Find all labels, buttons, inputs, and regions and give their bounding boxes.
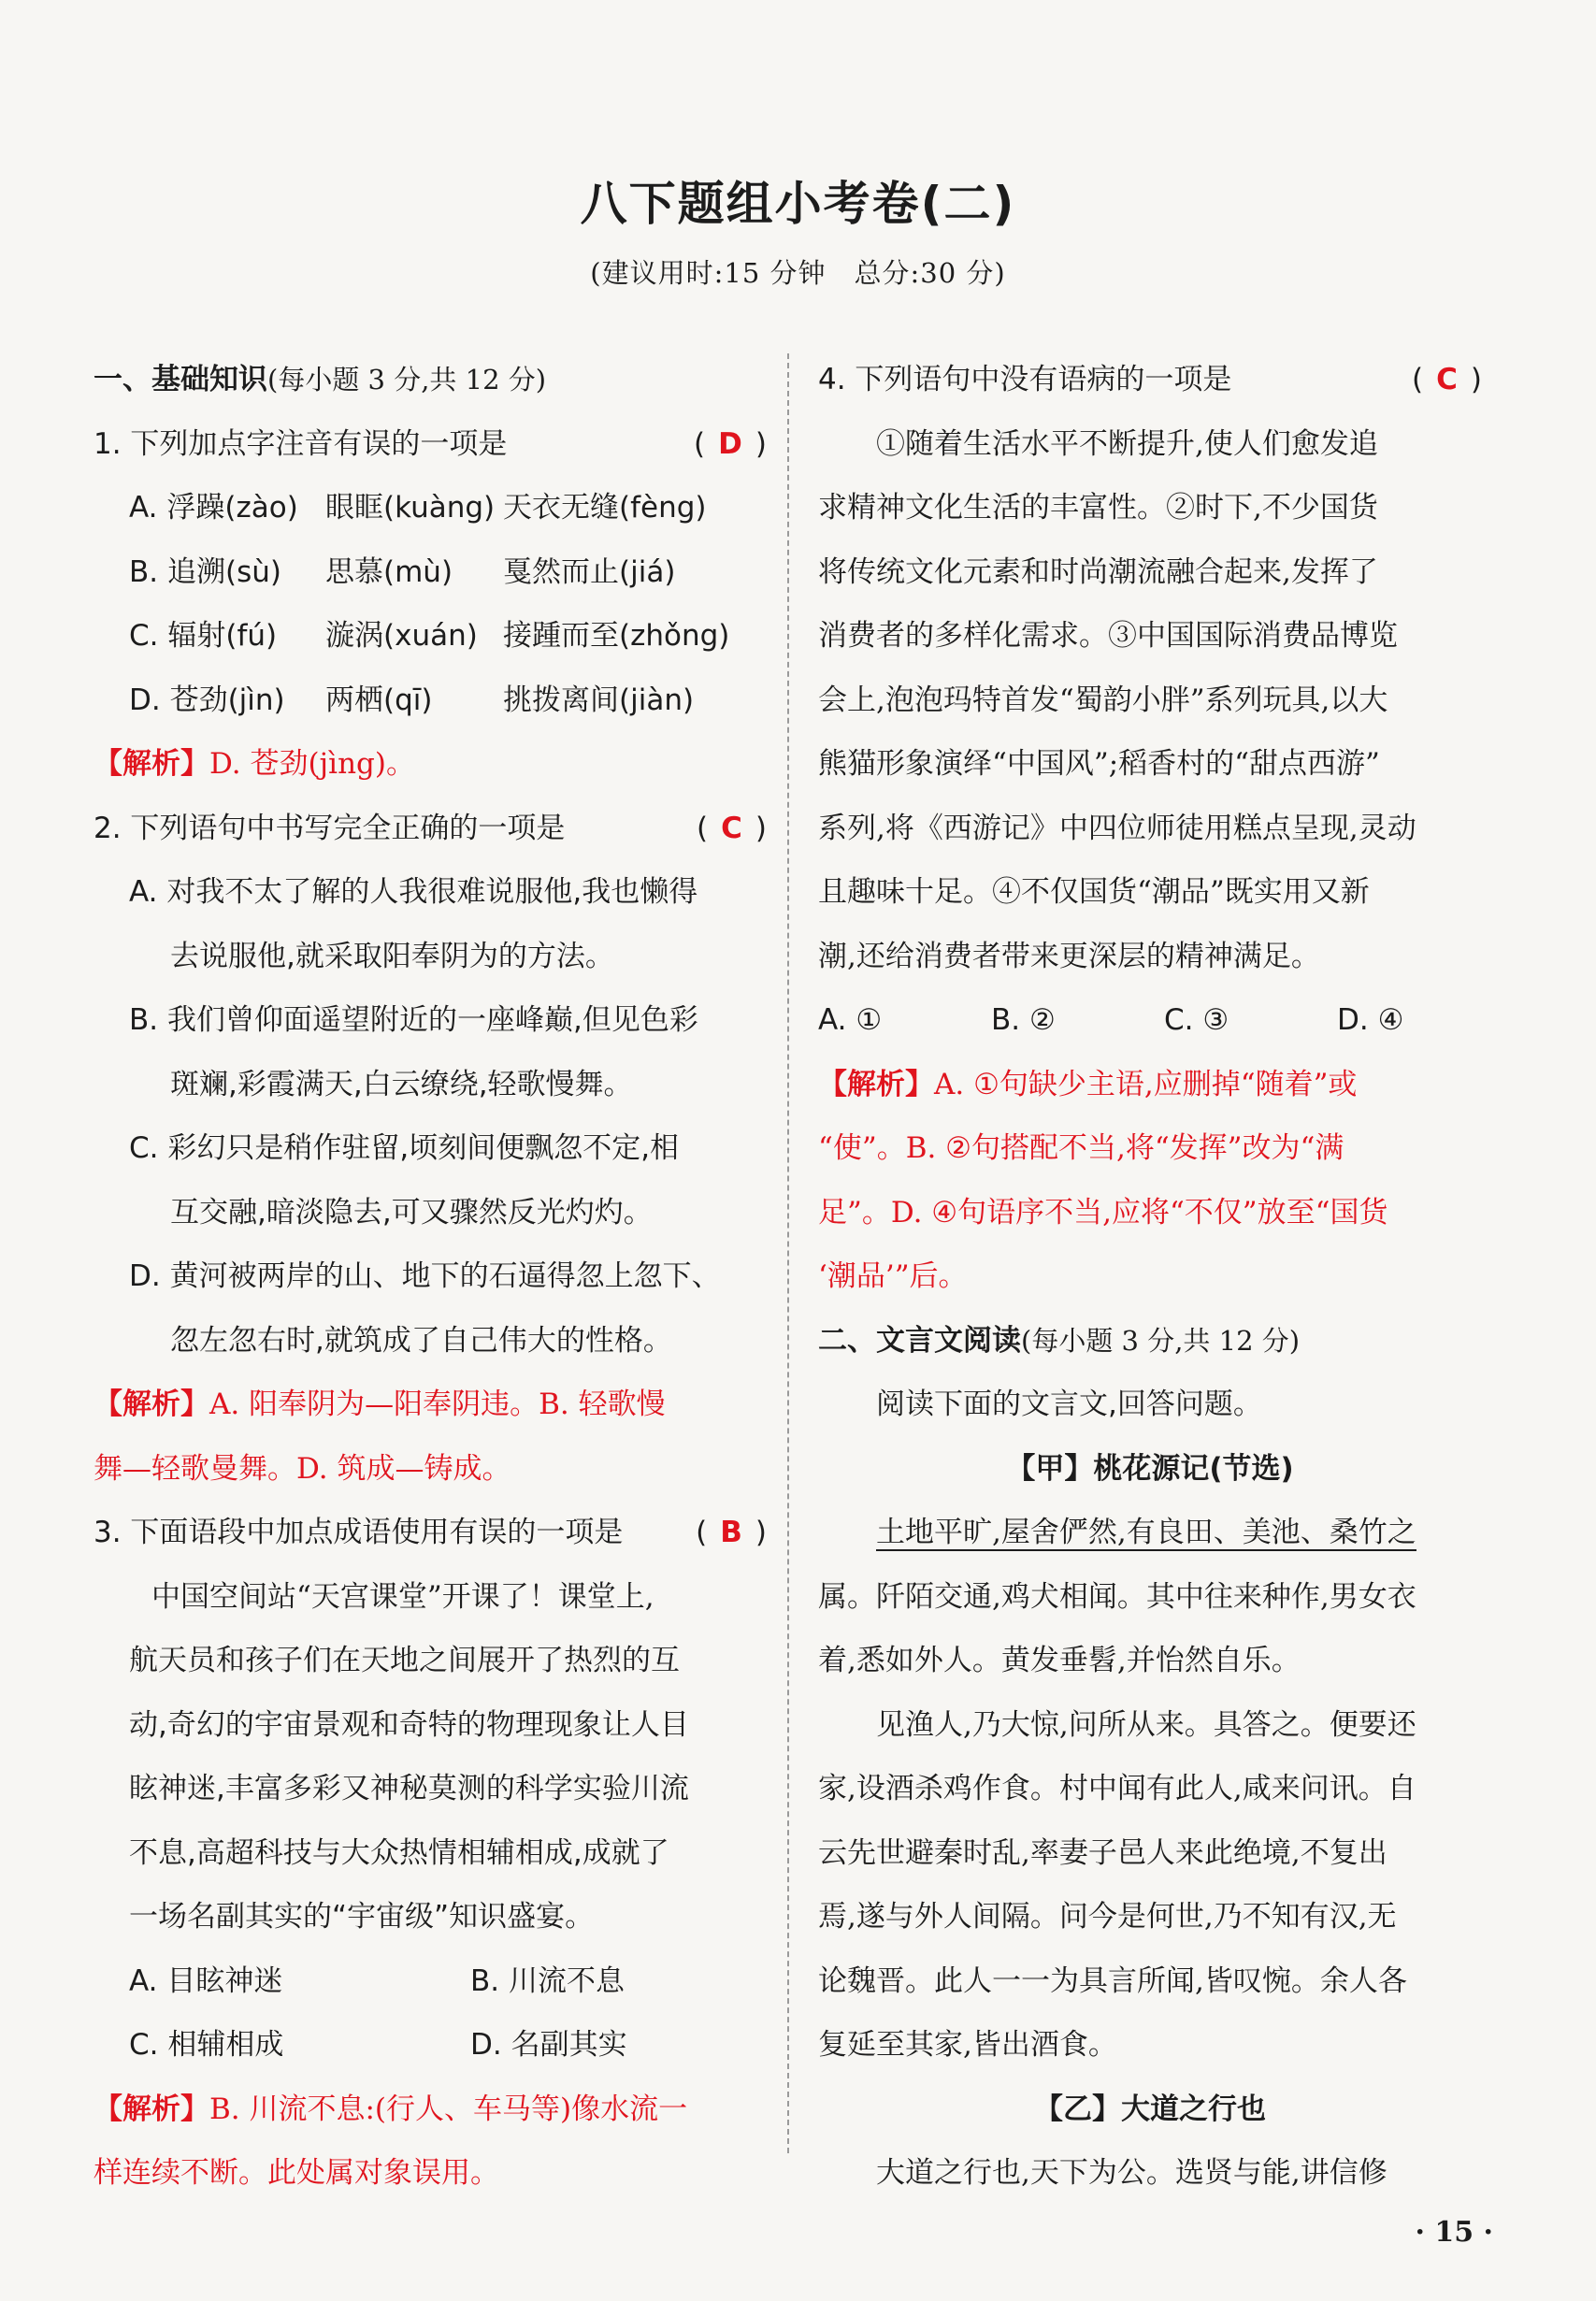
option-text: 两栖(qī) xyxy=(325,683,433,717)
option-text: B. 川流不息 xyxy=(470,1963,625,1998)
question-2-stem: 2. 下列语句中书写完全正确的一项是 xyxy=(93,811,566,845)
question-3 xyxy=(93,1501,767,1565)
q4-options-row xyxy=(818,988,1482,1053)
q3-passage-line: 一场名副其实的“宇宙级”知识盛宴。 xyxy=(129,1900,595,1934)
option-text: 戛然而止(jiá) xyxy=(503,554,676,589)
q3-passage-line: 中国空间站“天宫课堂”开课了！课堂上, xyxy=(151,1579,654,1614)
passage-a-line: 家,设酒杀鸡作食。村中闻有此人,咸来问讯。自 xyxy=(818,1772,1416,1805)
q4-passage-line: 将传统文化元素和时尚潮流融合起来,发挥了 xyxy=(818,554,1378,589)
question-3-stem: 3. 下面语段中加点成语使用有误的一项是 xyxy=(93,1516,624,1549)
section1-title: 一、基础知识 xyxy=(93,363,267,396)
question-4-stem: 4. 下列语句中没有语病的一项是 xyxy=(818,363,1232,396)
q2-option-c-cont: 互交融,暗淡隐去,可又骤然反光灼灼。 xyxy=(170,1195,653,1230)
option-text: 挑拨离间(jiàn) xyxy=(503,683,695,717)
section2-heading xyxy=(818,1309,1482,1373)
option-text: 天衣无缝(fèng) xyxy=(503,491,707,525)
question-3-analysis xyxy=(93,2078,767,2142)
section2-title: 二、文言文阅读 xyxy=(818,1323,1021,1358)
q3-passage-line: 不息,高超科技与大众热情相辅相成,成就了 xyxy=(129,1835,669,1870)
option-text: C. 辐射(fú) xyxy=(129,619,278,653)
question-1-stem: 1. 下列加点字注音有误的一项是 xyxy=(93,426,508,461)
option-text: A. 目眩神迷 xyxy=(129,1963,283,1998)
q1-option-a xyxy=(93,476,767,540)
option-text: C. 相辅相成 xyxy=(129,2028,284,2062)
question-4-analysis-cont: 足”。D. ④句语序不当,应将“不仅”放至“国货 xyxy=(818,1195,1388,1230)
analysis-tag: 【解析】 xyxy=(93,2092,209,2126)
q4-passage-line: 潮,还给消费者带来更深层的精神满足。 xyxy=(818,939,1320,973)
option-text: D. 苍劲(jìn) xyxy=(129,683,285,717)
passage-a-title: 【甲】桃花源记(节选) xyxy=(1006,1451,1294,1486)
q4-passage-line: 熊猫形象演绎“中国风”;稻香村的“甜点西游” xyxy=(818,747,1380,781)
q2-option-a: A. 对我不太了解的人我很难说服他,我也懒得 xyxy=(129,875,698,909)
page-title: 八下题组小考卷(二) xyxy=(580,177,1016,231)
option-text: B. ② xyxy=(991,1003,1056,1037)
analysis-text: A. 阳奉阴为—阳奉阴违。B. 轻歌慢 xyxy=(209,1388,666,1421)
q2-option-d-cont: 忽左忽右时,就筑成了自己伟大的性格。 xyxy=(170,1323,672,1358)
option-text: A. ① xyxy=(818,1003,883,1037)
passage-a-line: 论魏晋。此人一一为具言所闻,皆叹惋。余人各 xyxy=(818,1963,1407,1998)
q3-options-row-2 xyxy=(93,2013,767,2078)
q4-passage-line: 会上,泡泡玛特首发“蜀韵小胖”系列玩具,以大 xyxy=(818,683,1388,717)
question-4-answer: ( C ) xyxy=(1412,363,1482,396)
passage-a-line: 焉,遂与外人间隔。问今是何世,乃不知有汉,无 xyxy=(818,1900,1397,1934)
question-2-answer: ( C ) xyxy=(697,811,767,845)
question-1 xyxy=(93,412,767,477)
q1-option-d xyxy=(93,669,767,733)
option-text: D. 名副其实 xyxy=(470,2028,627,2062)
question-4-analysis-cont: ‘潮品’”后。 xyxy=(818,1259,968,1293)
analysis-tag: 【解析】 xyxy=(93,1388,209,1421)
option-text: C. ③ xyxy=(1164,1003,1229,1037)
analysis-tag: 【解析】 xyxy=(818,1067,934,1101)
page-number: · 15 · xyxy=(1415,2216,1493,2249)
q4-passage-line: 求精神文化生活的丰富性。②时下,不少国货 xyxy=(818,491,1378,525)
q1-option-c xyxy=(93,604,767,669)
passage-b-title: 【乙】大道之行也 xyxy=(1034,2092,1266,2126)
section2-instruction: 阅读下面的文言文,回答问题。 xyxy=(876,1388,1262,1421)
q3-passage-line: 眩神迷,丰富多彩又神秘莫测的科学实验川流 xyxy=(129,1772,689,1805)
question-2-analysis xyxy=(93,1373,767,1437)
passage-a-line xyxy=(818,1501,1482,1565)
q3-passage-line: 动,奇幻的宇宙景观和奇特的物理现象让人目 xyxy=(129,1707,689,1742)
passage-a-line: 复延至其家,皆出酒食。 xyxy=(818,2028,1117,2062)
q4-passage-line: 消费者的多样化需求。③中国国际消费品博览 xyxy=(818,619,1398,653)
question-1-answer-letter: D xyxy=(718,426,742,461)
right-column xyxy=(818,348,1482,2206)
q2-option-b-cont: 斑斓,彩霞满天,白云缭绕,轻歌慢舞。 xyxy=(170,1067,633,1101)
underlined-sentence: 土地平旷,屋舍俨然,有良田、美池、桑竹之 xyxy=(876,1516,1416,1549)
q4-passage-line: 系列,将《西游记》中四位师徒用糕点呈现,灵动 xyxy=(818,811,1416,845)
question-1-analysis xyxy=(93,732,767,797)
analysis-text: B. 川流不息:(行人、车马等)像水流一 xyxy=(209,2092,688,2126)
question-2-analysis-cont: 舞—轻歌曼舞。D. 筑成—铸成。 xyxy=(93,1451,511,1486)
passage-a-line: 着,悉如外人。黄发垂髫,并怡然自乐。 xyxy=(818,1644,1301,1677)
question-4 xyxy=(818,348,1482,412)
option-text: 眼眶(kuàng) xyxy=(325,491,496,525)
question-2-answer-letter: C xyxy=(721,811,742,845)
question-2 xyxy=(93,797,767,861)
question-4-analysis-cont: “使”。B. ②句搭配不当,将“发挥”改为“满 xyxy=(818,1131,1344,1165)
q3-passage-line: 航天员和孩子们在天地之间展开了热烈的互 xyxy=(129,1644,680,1677)
question-4-analysis xyxy=(818,1053,1482,1117)
analysis-text: D. 苍劲(jìng)。 xyxy=(209,747,415,781)
question-1-answer: ( D ) xyxy=(694,426,767,461)
column-divider xyxy=(787,353,789,2153)
q4-passage-line: 且趣味十足。④不仅国货“潮品”既实用又新 xyxy=(818,875,1370,909)
passage-a-line: 见渔人,乃大惊,问所从来。具答之。便要还 xyxy=(876,1707,1416,1742)
option-text: 接踵而至(zhǒng) xyxy=(503,619,730,653)
section1-heading xyxy=(93,348,767,412)
q2-option-c: C. 彩幻只是稍作驻留,顷刻间便飘忽不定,相 xyxy=(129,1131,680,1165)
option-text: 思慕(mù) xyxy=(325,554,453,589)
q2-option-a-cont: 去说服他,就采取阳奉阴为的方法。 xyxy=(170,939,614,973)
q3-options-row-1 xyxy=(93,1949,767,2014)
section1-meta: (每小题 3 分,共 12 分) xyxy=(267,364,547,395)
option-text: 漩涡(xuán) xyxy=(325,619,478,653)
section2-meta: (每小题 3 分,共 12 分) xyxy=(1021,1324,1301,1357)
option-text: A. 浮躁(zào) xyxy=(129,491,298,525)
q2-option-b: B. 我们曾仰面遥望附近的一座峰巅,但见色彩 xyxy=(129,1003,698,1037)
page-subtitle: (建议用时:15 分钟 总分:30 分) xyxy=(590,257,1006,289)
passage-b-line: 大道之行也,天下为公。选贤与能,讲信修 xyxy=(876,2156,1388,2190)
passage-a-line: 云先世避秦时乱,率妻子邑人来此绝境,不复出 xyxy=(818,1835,1388,1870)
q1-option-b xyxy=(93,540,767,605)
question-3-answer-letter: B xyxy=(720,1516,742,1549)
q4-passage-line: ①随着生活水平不断提升,使人们愈发追 xyxy=(876,426,1378,461)
analysis-tag: 【解析】 xyxy=(93,747,209,781)
question-3-answer: ( B ) xyxy=(696,1516,767,1549)
analysis-text: A. ①句缺少主语,应删掉“随着”或 xyxy=(934,1067,1358,1101)
option-text: D. ④ xyxy=(1337,1003,1404,1037)
option-text: B. 追溯(sù) xyxy=(129,554,281,589)
left-column xyxy=(93,348,767,2206)
question-4-answer-letter: C xyxy=(1436,363,1458,396)
question-3-analysis-cont: 样连续不断。此处属对象误用。 xyxy=(93,2156,499,2190)
q2-option-d: D. 黄河被两岸的山、地下的石逼得忽上忽下、 xyxy=(129,1259,721,1293)
passage-a-line: 属。阡陌交通,鸡犬相闻。其中往来种作,男女衣 xyxy=(818,1579,1416,1614)
